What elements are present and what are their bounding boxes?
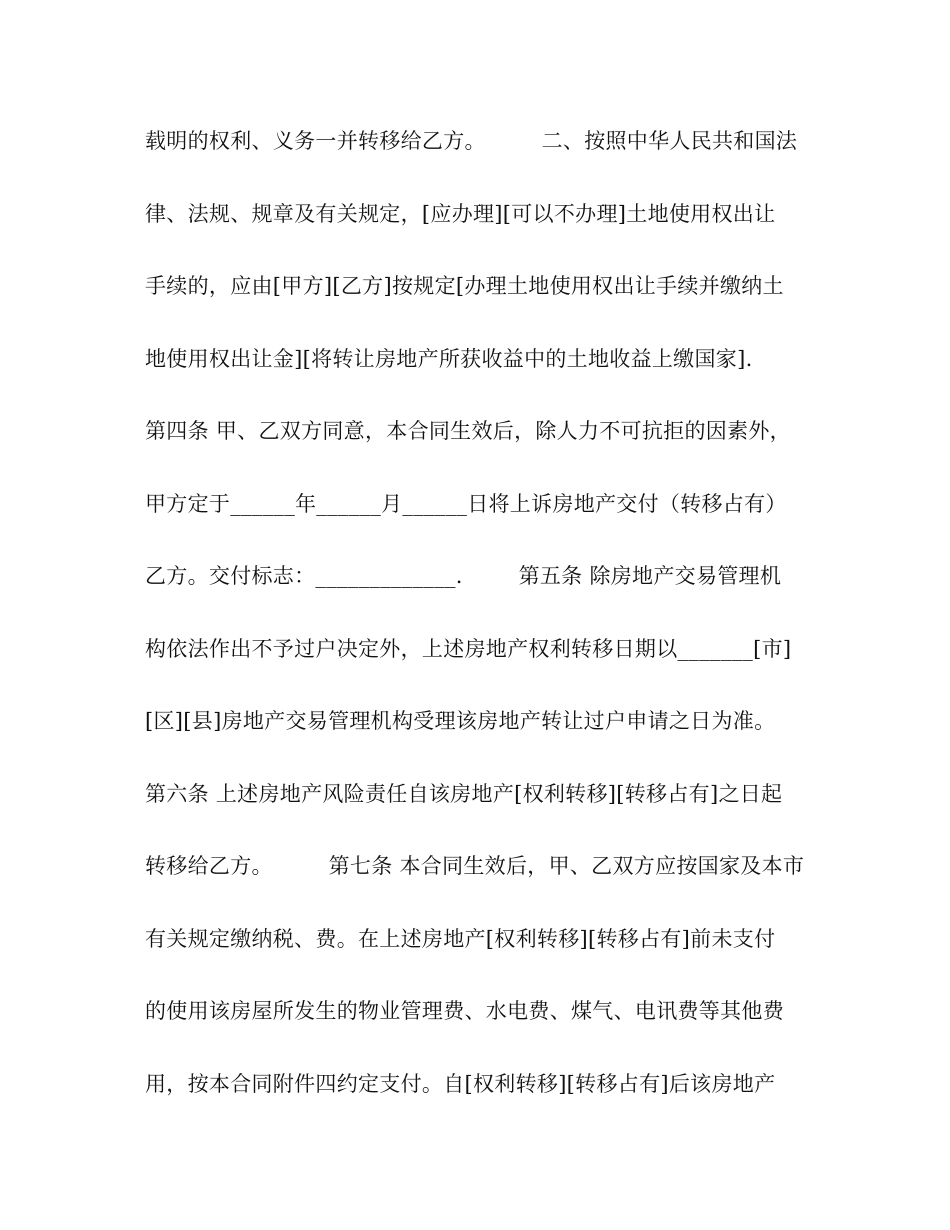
text-line: 用，按本合同附件四约定支付。自[权利转移][转移占有]后该房地产	[145, 1071, 776, 1096]
text-line: 构依法作出不予过户决定外，上述房地产权利转移日期以_______[市]	[145, 636, 792, 661]
text-line: 第四条 甲、乙双方同意，本合同生效后，除人力不可抗拒的因素外，	[145, 419, 791, 443]
text-line: 第六条 上述房地产风险责任自该房地产[权利转移][转移占有]之日起	[145, 781, 783, 806]
text-line: 的使用该房屋所发生的物业管理费、水电费、煤气、电讯费等其他费	[145, 999, 784, 1023]
text-line: 转移给乙方。 第七条 本合同生效后，甲、乙双方应按国家及本市	[145, 854, 805, 878]
text-line: 甲方定于______年______月______日将上诉房地产交付（转移占有）	[145, 491, 787, 516]
text-line: [区][县]房地产交易管理机构受理该房地产转让过户申请之日为准。	[145, 709, 776, 733]
text-line: 手续的，应由[甲方][乙方]按规定[办理土地使用权出让手续并缴纳土	[145, 274, 784, 298]
text-line: 律、法规、规章及有关规定，[应办理][可以不办理]土地使用权出让	[145, 201, 776, 226]
text-line: 地使用权出让金][将转让房地产所获收益中的土地收益上缴国家].	[145, 346, 753, 371]
contract-text	[145, 115, 815, 1130]
text-line: 有关规定缴纳税、费。在上述房地产[权利转移][转移占有]前未支付	[145, 926, 776, 951]
text-line: 乙方。交付标志：_____________. 第五条 除房地产交易管理机	[145, 564, 782, 588]
text-line: 载明的权利、义务一并转移给乙方。 二、按照中华人民共和国法	[145, 129, 798, 153]
